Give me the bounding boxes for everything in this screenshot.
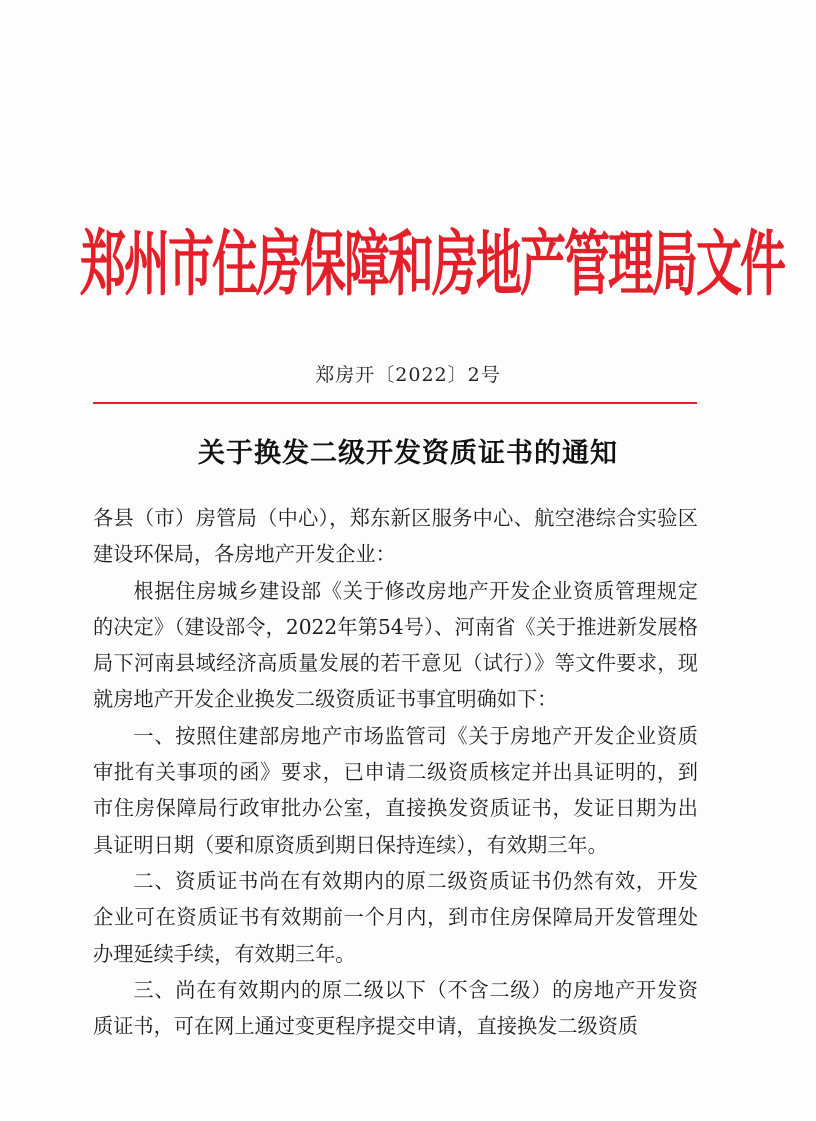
paragraph-item-3: 三、尚在有效期内的原二级以下（不含二级）的房地产开发资质证书，可在网上通过变更程序提交申请，直接换发二级资质 [93, 977, 698, 1039]
document-body [93, 500, 698, 1044]
paragraph-item-1: 一、按照住建部房地产市场监管司《关于房地产开发企业资质审批有关事项的函》要求，已申请二级资质核定并出具证明的，到市住房保障局行政审批办公室，直接换发资质证书，发证日期为出具证明日期（要和原资质到期日保持连续），有效期三年。 [93, 723, 698, 857]
document-title: 关于换发二级开发资质证书的通知 [198, 438, 618, 469]
paragraph-intro: 根据住房城乡建设部《关于修改房地产开发企业资质管理规定的决定》（建设部令，2022年第54号）、河南省《关于推进新发展格局下河南县域经济高质量发展的若干意见（试行）》等文件要求，现就房地产开发企业换发二级资质证书事宜明确如下： [93, 578, 698, 712]
issuer-header: 郑州市住房保障和房地产管理局文件 [80, 221, 784, 306]
document-number: 郑房开〔2022〕2号 [315, 364, 501, 386]
paragraph-item-2: 二、资质证书尚在有效期内的原二级资质证书仍然有效，开发企业可在资质证书有效期前一个月内，到市住房保障局开发管理处办理延续手续，有效期三年。 [93, 868, 698, 966]
salutation: 各县（市）房管局（中心），郑东新区服务中心、航空港综合实验区建设环保局，各房地产开发企业： [93, 506, 698, 567]
red-divider-line [93, 402, 697, 404]
